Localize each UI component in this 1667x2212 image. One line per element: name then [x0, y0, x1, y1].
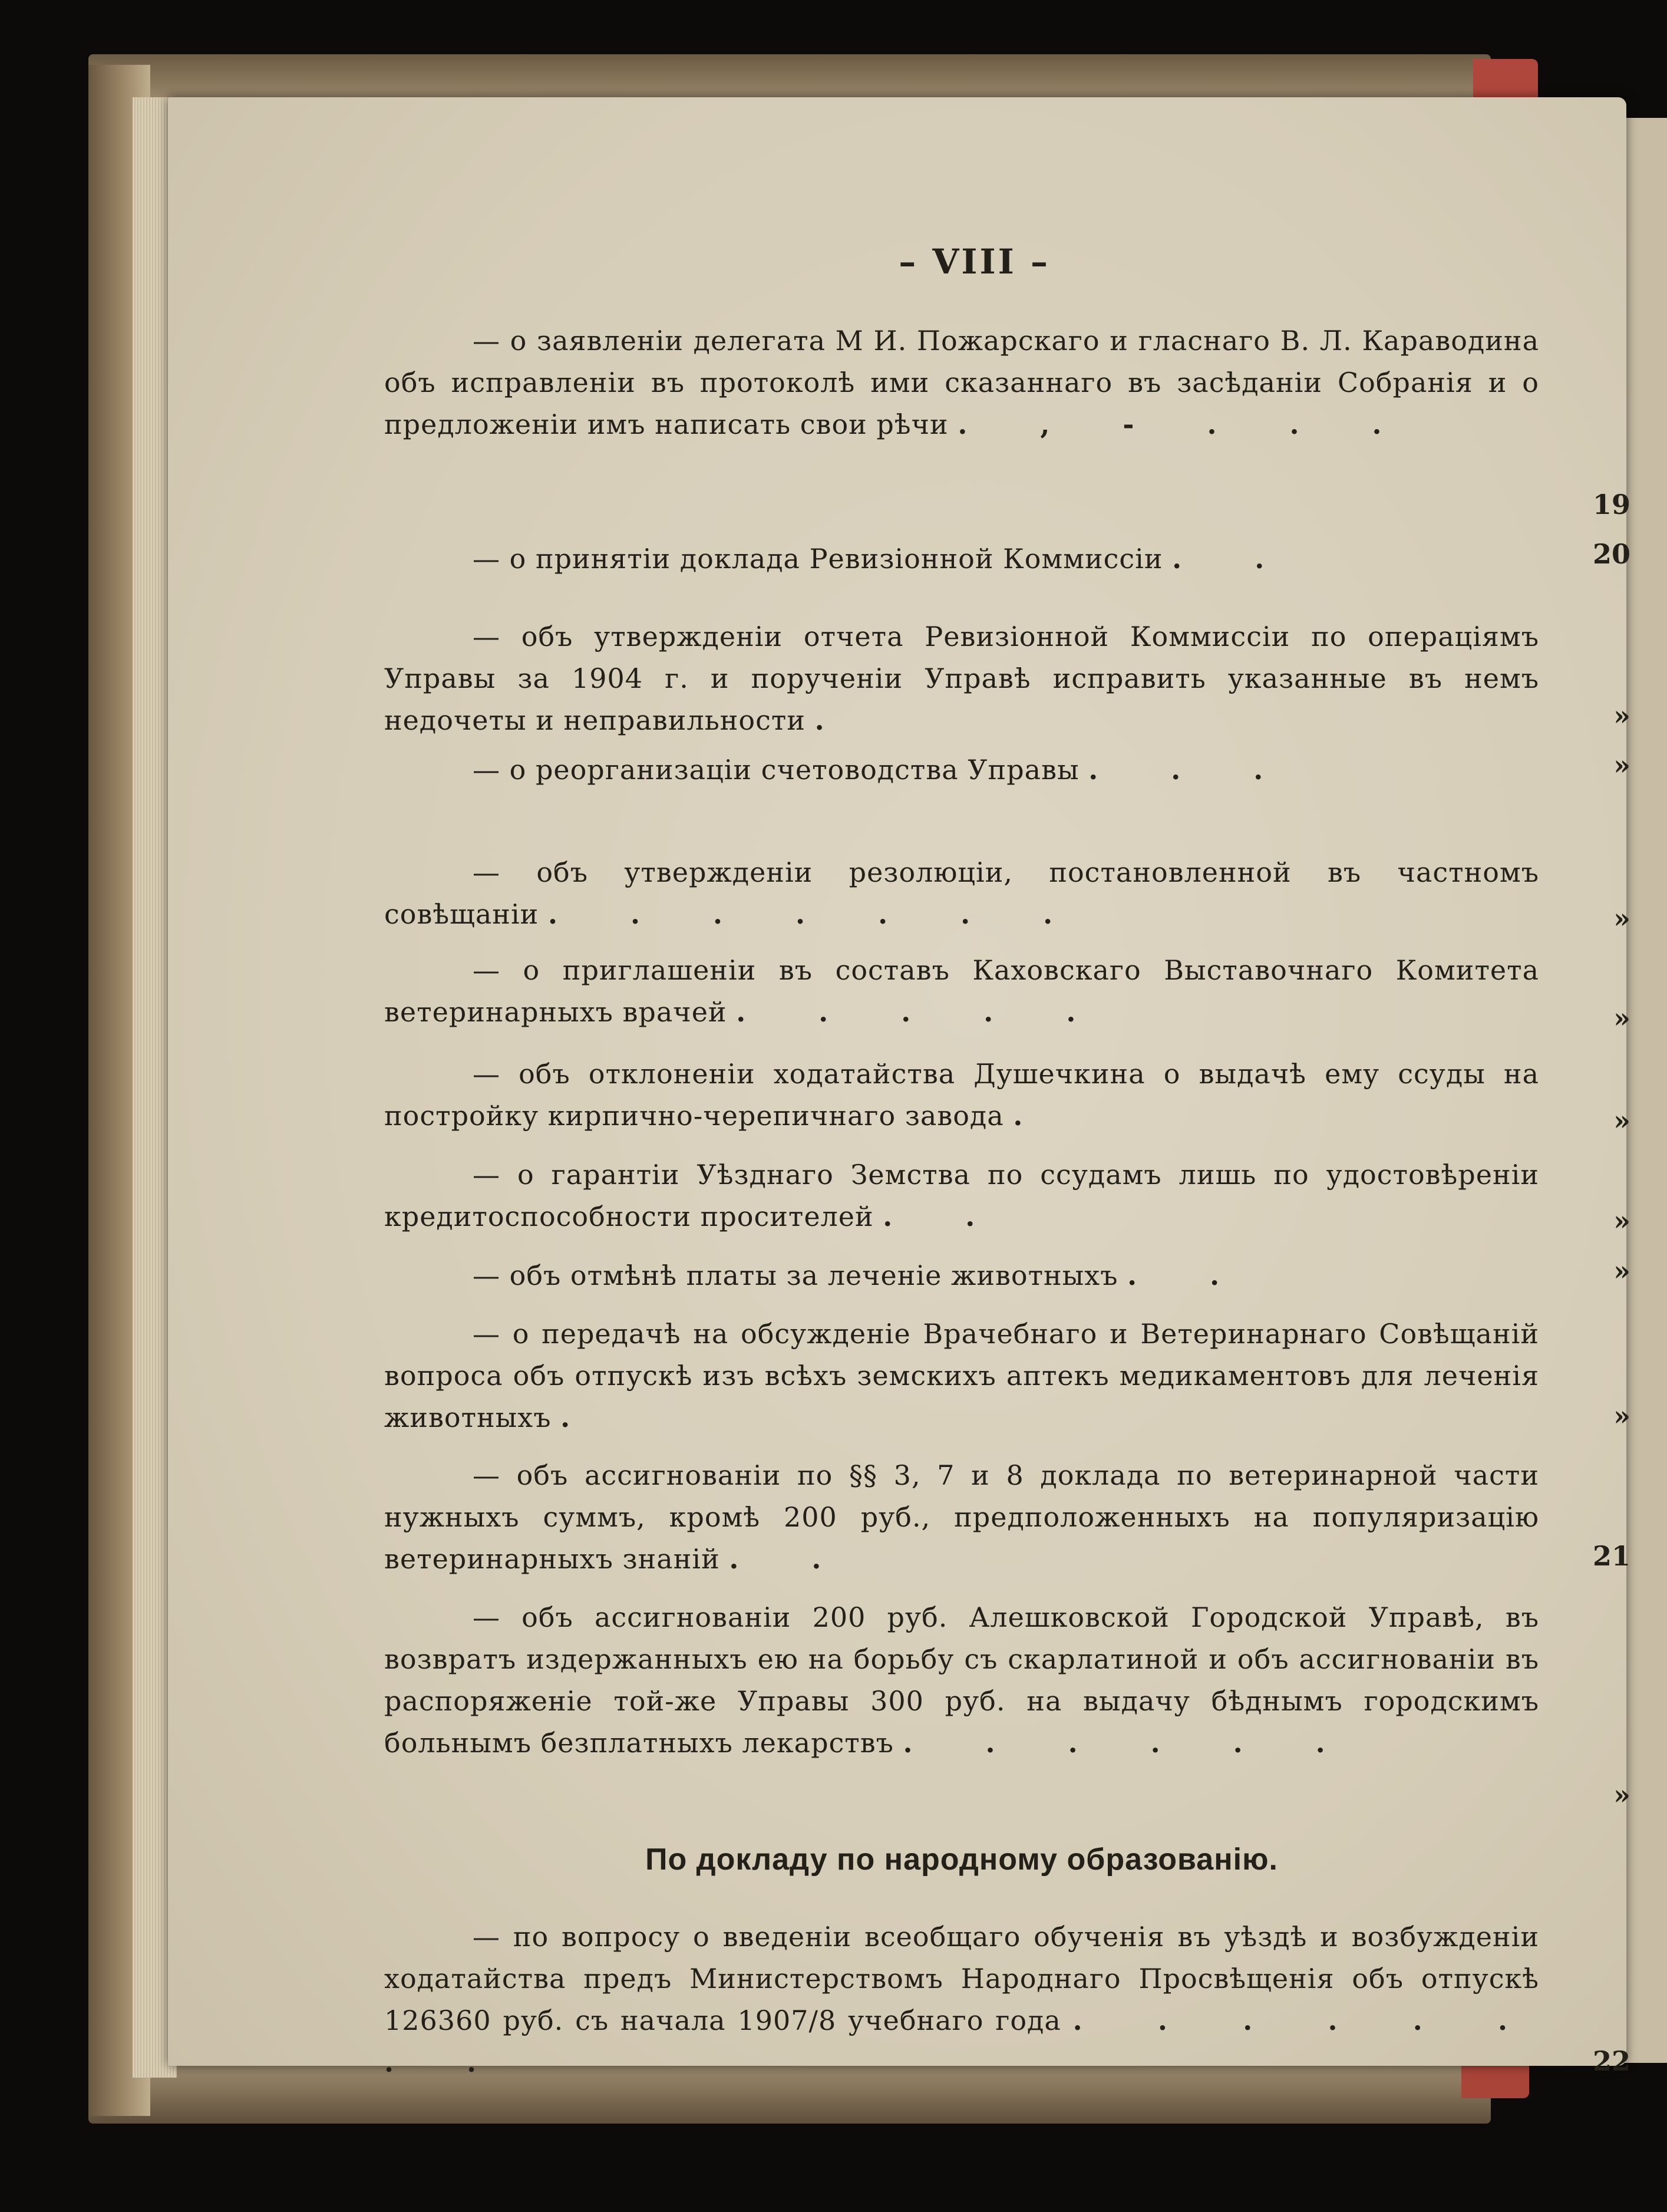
entry-text: — о реорганизаціи счетоводства Управы [473, 754, 1080, 786]
section-heading: По докладу по народному образованію. [645, 1842, 1278, 1877]
toc-entry [384, 749, 1539, 791]
entry-text: — о приглашеніи въ составъ Каховскаго Выставочнаго Комитета ветеринарныхъ врачей [384, 954, 1539, 1028]
dot-leader: . . . . . [736, 996, 1108, 1028]
dot-leader: . . . . . . . . [384, 2005, 1539, 2078]
entry-text: — о передачѣ на обсужденіе Врачебнаго и Ветеринарнаго Совѣщаній вопроса объ отпускѣ изъ всѣхъ земскихъ аптекъ медикаментовъ для леченія животныхъ [384, 1318, 1539, 1433]
entry-text: — объ утвержденіи отчета Ревизіонной Коммиссіи по операціямъ Управы за 1904 г. и порученіи Управѣ исправить указанные въ немъ недочеты и неправильности [384, 621, 1539, 736]
page-number: » [1613, 1105, 1630, 1136]
dot-leader: . . [1172, 543, 1296, 575]
page-number: 20 [1592, 538, 1630, 570]
page-number: 22 [1592, 2045, 1630, 2077]
page-number: » [1613, 749, 1630, 781]
entry-text: — объ утвержденіи резолюціи, постановленной въ частномъ совѣщаніи [384, 856, 1539, 930]
page-number: 21 [1592, 1540, 1630, 1572]
book-page [168, 97, 1630, 2078]
toc-entry [384, 1916, 1539, 2084]
dot-leader: . . [1127, 1260, 1252, 1291]
page-number: » [1613, 1205, 1630, 1237]
dot-leader: . [1013, 1100, 1055, 1132]
toc-entry [384, 1255, 1539, 1297]
dot-leader: . [814, 704, 856, 736]
entry-text: — о принятіи доклада Ревизіонной Коммиссіи [473, 543, 1163, 575]
toc-entry [384, 852, 1539, 935]
dot-leader: . . [883, 1201, 1007, 1232]
dot-leader: . . . . . . [903, 1727, 1357, 1759]
toc-entry [384, 1455, 1539, 1580]
dot-leader: . , - . . . [958, 408, 1414, 440]
toc-entry [384, 1597, 1539, 1764]
page-number: » [1613, 1002, 1630, 1034]
toc-entry [384, 1053, 1539, 1137]
dot-leader: . . . . . . . [547, 898, 1085, 930]
entry-text: — объ отмѣнѣ платы за леченіе животныхъ [473, 1260, 1118, 1291]
toc-entry [384, 538, 1539, 580]
entry-text: — по вопросу о введеніи всеобщаго обученія въ уѣздѣ и возбужденіи ходатайства предъ Министерствомъ Народнаго Просвѣщенія объ отпускѣ 126360 руб. съ начала 1907/8 учебнаго года [384, 1921, 1539, 2036]
page-number: » [1613, 1400, 1630, 1432]
entry-text: — о гарантіи Уѣзднаго Земства по ссудамъ лишь по удостовѣреніи кредитоспособности просителей [384, 1159, 1539, 1232]
toc-entry [384, 320, 1539, 446]
entry-text: — объ ассигнованіи по §§ 3, 7 и 8 доклада по ветеринарной части нужныхъ суммъ, кромѣ 200 руб., предположенныхъ на популяризацію ветеринарныхъ знаній [384, 1459, 1539, 1575]
dot-leader: . [560, 1402, 602, 1433]
page-number: 19 [1592, 489, 1630, 520]
page-number: » [1613, 902, 1630, 934]
page-number: » [1613, 1779, 1630, 1811]
toc-entry [384, 1313, 1539, 1439]
page-number: » [1613, 700, 1630, 731]
dot-leader: . . . [1088, 754, 1295, 786]
toc-entry [384, 616, 1539, 741]
page-header: – VIII – [899, 242, 1050, 282]
dot-leader: . . [729, 1543, 853, 1575]
entry-text: — объ отклоненіи ходатайства Душечкина о выдачѣ ему ссуды на постройку кирпично-черепичнаго завода [384, 1058, 1539, 1132]
entry-text: — о заявленіи делегата М И. Пожарскаго и гласнаго В. Л. Караводина объ исправленіи въ протоколѣ ими сказаннаго въ засѣданіи Собранія и о предложеніи имъ написать свои рѣчи [384, 325, 1539, 440]
toc-entry [384, 1154, 1539, 1238]
toc-entry [384, 950, 1539, 1033]
page-number: » [1613, 1255, 1630, 1287]
entry-text: — объ ассигнованіи 200 руб. Алешковской Городской Управѣ, въ возвратъ издержанныхъ ею на борьбу съ скарлатиной и объ ассигнованіи въ распоряженіе той-же Управы 300 руб. на выдачу бѣднымъ городскимъ больнымъ безплатныхъ лекарствъ [384, 1601, 1539, 1759]
